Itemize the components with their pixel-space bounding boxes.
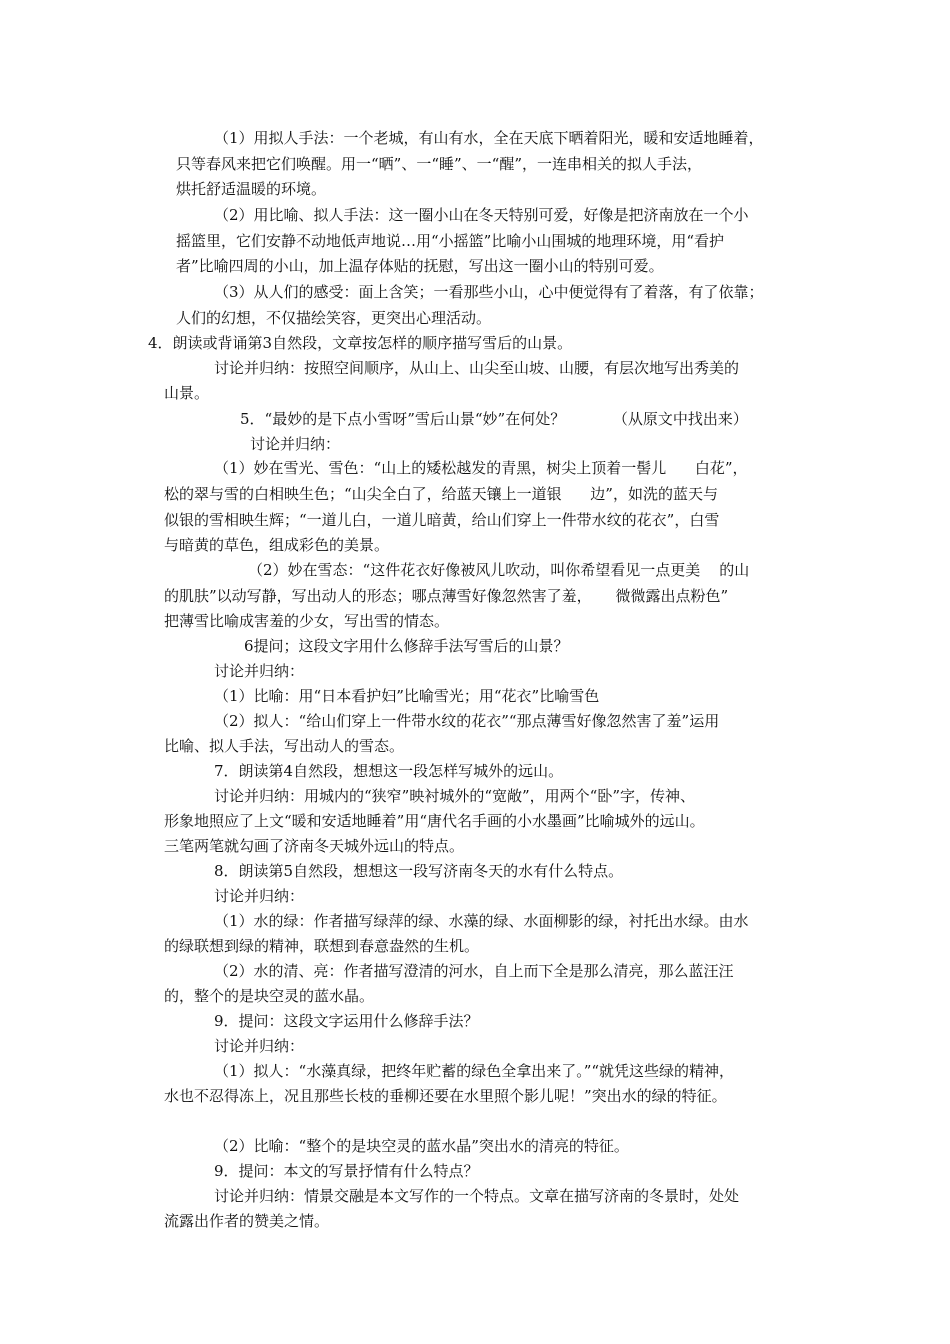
text-line: 讨论并归纳： — [214, 662, 305, 680]
text-line: 9．提问：本文的写景抒情有什么特点？ — [214, 1162, 479, 1180]
text-line: 把薄雪比喻成害羞的少女，写出雪的情态。 — [164, 612, 450, 630]
text-line: 松的翠与雪的白相映生色；“山尖全白了，给蓝天镶上一道银 边”，如洗的蓝天与 — [164, 485, 718, 503]
text-line: 讨论并归纳： — [214, 887, 305, 905]
text-line: 7．朗读第4自然段，想想这一段怎样写城外的远山。 — [214, 762, 564, 780]
text-line: （1）妙在雪光、雪色：“山上的矮松越发的青黑，树尖上顶着一髻儿 白花”， — [214, 459, 748, 477]
text-line: 摇篮里，它们安静不动地低声地说…用“小摇篮”比喻小山围城的地理环境，用“看护 — [176, 232, 725, 250]
text-line: 流露出作者的赞美之情。 — [164, 1212, 330, 1230]
text-line: （2）比喻：“整个的是块空灵的蓝水晶”突出水的清亮的特征。 — [214, 1137, 629, 1155]
text-line: 的绿联想到绿的精神，联想到春意盎然的生机。 — [164, 937, 480, 955]
text-line: （2）水的清、亮：作者描写澄清的河水，自上而下全是那么清亮，那么蓝汪汪 — [214, 962, 734, 980]
text-line: 6提问；这段文字用什么修辞手法写雪后的山景？ — [244, 637, 569, 655]
text-line: 只等春风来把它们唤醒。用一“晒”、一“睡”、一“醒”，一连串相关的拟人手法， — [176, 155, 703, 173]
text-line: 讨论并归纳：按照空间顺序，从山上、山尖至山坡、山腰，有层次地写出秀美的 — [214, 359, 740, 377]
text-line: 的，整个的是块空灵的蓝水晶。 — [164, 987, 375, 1005]
text-line: （1）水的绿：作者描写绿萍的绿、水藻的绿、水面柳影的绿，衬托出水绿。由水 — [214, 912, 749, 930]
text-line: （1）比喻：用“日本看护妇”比喻雪光；用“花衣”比喻雪色 — [214, 687, 600, 705]
text-line: （2）拟人：“给山们穿上一件带水纹的花衣”“那点薄雪好像忽然害了羞”运用 — [214, 712, 720, 730]
text-line: 形象地照应了上文“暖和安适地睡着”用“唐代名手画的小水墨画”比喻城外的远山。 — [164, 812, 705, 830]
text-line: 水也不忍得冻上，况且那些长枝的垂柳还要在水里照个影儿呢！”突出水的绿的特征。 — [164, 1087, 727, 1105]
text-line: （1）拟人：“水藻真绿，把终年贮蓄的绿色全拿出来了。”“就凭这些绿的精神， — [214, 1062, 735, 1080]
text-line: 的肌肤”以动写静，写出动人的形态；哪点薄雪好像忽然害了羞， 微微露出点粉色” — [164, 587, 729, 605]
text-line: 与暗黄的草色，组成彩色的美景。 — [164, 536, 390, 554]
text-line: 三笔两笔就勾画了济南冬天城外远山的特点。 — [164, 837, 465, 855]
text-line: 5．“最妙的是下点小雪呀”雪后山景“妙”在何处？ （从原文中找出来） — [240, 410, 748, 428]
text-line: 似银的雪相映生辉；“一道儿白，一道儿暗黄，给山们穿上一件带水纹的花衣”，白雪 — [164, 511, 720, 529]
text-line: 人们的幻想，不仅描绘笑容，更突出心理活动。 — [176, 309, 492, 327]
text-line: 讨论并归纳： — [250, 435, 341, 453]
text-line: 山景。 — [164, 384, 210, 402]
text-line: 讨论并归纳：情景交融是本文写作的一个特点。文章在描写济南的冬景时，处处 — [214, 1187, 740, 1205]
text-line: 烘托舒适温暖的环境。 — [176, 180, 327, 198]
text-line: 者”比喻四周的小山，加上温存体贴的抚慰，写出这一圈小山的特别可爱。 — [176, 257, 664, 275]
text-line: 讨论并归纳：用城内的“狭窄”映衬城外的“宽敞”，用两个“卧”字，传神、 — [214, 787, 696, 805]
text-line: 比喻、拟人手法，写出动人的雪态。 — [164, 737, 405, 755]
text-line: 讨论并归纳： — [214, 1037, 305, 1055]
text-line: （1）用拟人手法：一个老城，有山有水，全在天底下晒着阳光，暖和安适地睡着， — [214, 129, 764, 147]
text-line: 9．提问：这段文字运用什么修辞手法？ — [214, 1012, 479, 1030]
text-line: 8．朗读第5自然段，想想这一段写济南冬天的水有什么特点。 — [214, 862, 624, 880]
text-line: （3）从人们的感受：面上含笑；一看那些小山，心中便觉得有了着落，有了依靠； — [214, 283, 764, 301]
text-line: （2）用比喻、拟人手法：这一圈小山在冬天特别可爱，好像是把济南放在一个小 — [214, 206, 749, 224]
text-line: （2）妙在雪态：“这件花衣好像被风儿吹动，叫你希望看见一点更美 的山 — [248, 561, 750, 579]
text-line: 4．朗读或背诵第3自然段，文章按怎样的顺序描写雪后的山景。 — [148, 334, 573, 352]
